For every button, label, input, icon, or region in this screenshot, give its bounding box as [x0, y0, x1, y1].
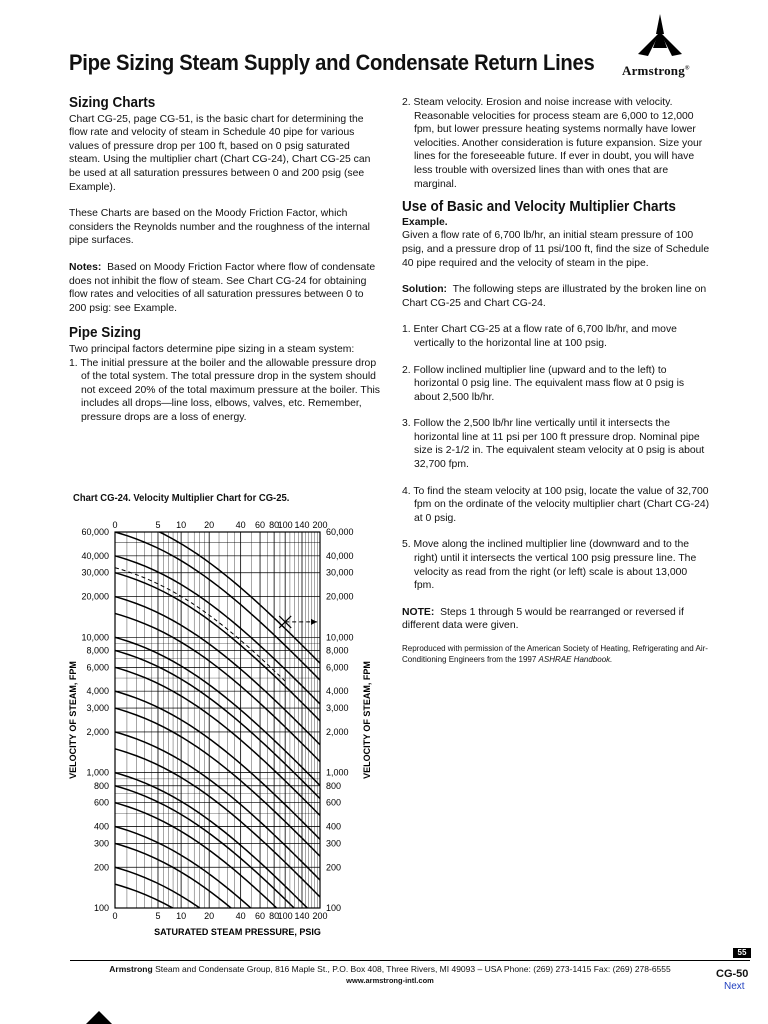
x-tick-label-top: 10 [176, 520, 187, 530]
x-tick-label-bottom: 100 [277, 911, 293, 921]
y-tick-label-left: 30,000 [81, 567, 109, 578]
y-tick-label-left: 4,000 [86, 686, 109, 697]
right-column [402, 96, 710, 665]
x-tick-label-top: 60 [255, 520, 266, 530]
step-5: 5. Move along the inclined multiplier line (downward and to the right) until it intersects the vertical 100 psig pressure line. The velocity as read from the right (or left) scale is about 13,000 fpm. [402, 539, 697, 592]
y-tick-label-right: 6,000 [326, 662, 349, 673]
pipe-sizing-item-1: 1. The initial pressure at the boiler and the allowable pressure drop of the total system. The total pressure drop in the system should not exceed 20% of the total maximum pressure at the boiler. This includes all drops—line loss, elbows, valves, etc. Remember, pressure drops are a loss of energy. [69, 357, 380, 423]
y-tick-label-right: 10,000 [326, 632, 354, 643]
velocity-multiplier-chart [60, 515, 390, 945]
multiplier-line [115, 637, 320, 785]
multiplier-line [115, 749, 320, 897]
sizing-charts-heading: Sizing Charts [69, 94, 156, 111]
x-axis-label: SATURATED STEAM PRESSURE, PSIG [154, 927, 321, 937]
x-tick-label-bottom: 200 [312, 911, 328, 921]
y-tick-label-left: 8,000 [86, 645, 109, 656]
x-tick-label-bottom: 40 [235, 911, 246, 921]
y-tick-label-left: 300 [93, 838, 109, 849]
example-label: Example. [402, 216, 448, 228]
y-tick-label-left: 20,000 [81, 591, 109, 602]
x-tick-label-top: 20 [204, 520, 215, 530]
footer-address: Armstrong Steam and Condensate Group, 816 Maple St., P.O. Box 408, Three Rivers, MI 49093 – USA Phone: (269) 273-1415 Fax: (269) 278-6555 [109, 964, 671, 974]
sizing-paragraph-2: These Charts are based on the Moody Friction Factor, which considers the Reynolds number and the roughness of the internal pipe surfaces. [69, 208, 370, 247]
y-tick-label-left: 40,000 [81, 550, 109, 561]
y-tick-label-right: 40,000 [326, 550, 354, 561]
y-axis-label-left: VELOCITY OF STEAM, FPM [68, 661, 78, 779]
next-link[interactable]: Next [724, 981, 745, 992]
x-tick-label-bottom: 60 [255, 911, 266, 921]
y-tick-label-right: 3,000 [326, 703, 349, 714]
multiplier-line [115, 573, 320, 721]
y-tick-label-right: 300 [326, 838, 342, 849]
step-2: 2. Follow inclined multiplier line (upward and to the left) to horizontal 0 psig line. The equivalent mass flow at 0 psig is about 2,500 lb/hr. [402, 364, 685, 403]
x-tick-label-bottom: 5 [155, 911, 161, 921]
y-tick-label-left: 1,000 [86, 767, 109, 778]
multiplier-line [115, 597, 320, 745]
y-tick-label-left: 400 [93, 821, 109, 832]
x-tick-label-bottom: 140 [294, 911, 310, 921]
pipe-sizing-intro: Two principal factors determine pipe sizing in a steam system: [69, 343, 355, 355]
x-tick-label-bottom: 20 [204, 911, 215, 921]
step-1: 1. Enter Chart CG-25 at a flow rate of 6,700 lb/hr, and move vertically to the horizontal line at 100 psig. [402, 324, 677, 349]
multiplier-line [115, 532, 320, 680]
y-tick-label-right: 4,000 [326, 686, 349, 697]
page-title: Pipe Sizing Steam Supply and Condensate Return Lines [69, 50, 595, 75]
x-tick-label-bottom: 80 [269, 911, 280, 921]
y-tick-label-right: 400 [326, 821, 342, 832]
y-tick-label-left: 200 [93, 862, 109, 873]
y-tick-label-right: 8,000 [326, 645, 349, 656]
multiplier-line [115, 556, 320, 704]
footer-website: www.armstrong-intl.com [346, 976, 434, 985]
x-tick-label-top: 5 [155, 520, 161, 530]
x-tick-label-top: 200 [312, 520, 328, 530]
logo-wordmark: Armstrong® [622, 63, 690, 78]
credit-paragraph: Reproduced with permission of the American Society of Heating, Refrigerating and Air-Conditioning Engineers from the 1997 ASHRAE Handbook. [402, 644, 708, 664]
plot-frame [115, 532, 320, 908]
y-tick-label-right: 200 [326, 862, 342, 873]
multiplier-line [115, 803, 320, 945]
y-tick-label-left: 3,000 [86, 703, 109, 714]
multiplier-line [115, 613, 320, 761]
multiplier-line [115, 773, 320, 921]
y-tick-label-left: 100 [93, 903, 109, 913]
y-tick-label-left: 600 [93, 797, 109, 808]
x-tick-label-top: 140 [294, 520, 310, 530]
y-tick-label-right: 20,000 [326, 591, 354, 602]
solution-paragraph: Solution: The following steps are illustrated by the broken line on Chart CG-25 and Chart CG-24. [402, 284, 707, 309]
y-tick-label-right: 60,000 [326, 527, 354, 537]
y-tick-label-right: 30,000 [326, 567, 354, 578]
x-tick-label-top: 40 [235, 520, 246, 530]
example-paragraph: Given a flow rate of 6,700 lb/hr, an initial steam pressure of 100 psig, and a pressure drop of 11 psi/100 ft, find the size of Schedule 40 pipe required and the velocity of steam in the pipe. [402, 230, 710, 269]
x-tick-label-top: 100 [277, 520, 293, 530]
armstrong-logo [622, 14, 696, 80]
x-tick-label-bottom: 10 [176, 911, 187, 921]
multiplier-charts-heading: Use of Basic and Velocity Multiplier Charts [402, 198, 676, 216]
y-tick-label-right: 600 [326, 797, 342, 808]
chart-title: Chart CG-24. Velocity Multiplier Chart for CG-25. [73, 492, 290, 504]
pipe-sizing-item-2: 2. Steam velocity. Erosion and noise increase with velocity. Reasonable velocities for process steam are 6,000 to 12,000 fpm, but lower pressure heating systems normally have lower velocities. Another consideration is future expansion. Size your lines for the foreseeable future. If ever in doubt, you will have less trouble with oversized lines than with ones that are marginal. [402, 97, 703, 190]
left-column [69, 96, 381, 424]
armstrong-star-icon [636, 14, 684, 64]
example-arrowhead [311, 619, 317, 625]
multiplier-line [115, 515, 320, 663]
y-tick-label-right: 100 [326, 903, 342, 913]
step-4: 4. To find the steam velocity at 100 psig, locate the value of 32,700 fpm on the ordinate of the velocity multiplier chart (Chart CG-24) at 0 psig. [402, 485, 710, 524]
y-tick-label-left: 10,000 [81, 632, 109, 643]
pipe-sizing-heading: Pipe Sizing [69, 324, 142, 342]
y-tick-label-left: 6,000 [86, 662, 109, 673]
footer [70, 963, 710, 987]
notes-paragraph: Notes: Based on Moody Friction Factor where flow of condensate does not inhibit the flow of steam. See Chart CG-24 for obtaining flow rates and velocities of all saturation pressures between 0 to 200 psig: see Example. [69, 261, 376, 314]
y-tick-label-right: 800 [326, 780, 342, 791]
y-tick-label-right: 2,000 [326, 726, 349, 737]
y-tick-label-left: 800 [93, 780, 109, 791]
y-axis-label-right: VELOCITY OF STEAM, FPM [362, 661, 372, 779]
footer-rule [70, 960, 750, 961]
page-code: CG-50 [716, 968, 749, 980]
y-tick-label-left: 2,000 [86, 726, 109, 737]
note-paragraph: NOTE: Steps 1 through 5 would be rearranged or reversed if different data were given. [402, 606, 684, 632]
x-tick-label-top: 0 [112, 520, 118, 530]
plot-area [115, 515, 320, 945]
armstrong-star-icon [84, 1011, 114, 1024]
step-3: 3. Follow the 2,500 lb/hr line vertically until it intersects the horizontal line at 11 psi per 100 ft pressure drop. Nominal pipe size is 2-1/2 in. The equivalent steam velocity at 0 psig is about 32,700 fpm. [402, 418, 705, 471]
y-tick-label-left: 60,000 [81, 527, 109, 537]
x-tick-label-top: 80 [269, 520, 280, 530]
x-tick-label-bottom: 0 [112, 911, 118, 921]
y-tick-label-right: 1,000 [326, 767, 349, 778]
example-path-line [115, 568, 285, 682]
sizing-paragraph-1: Chart CG-25, page CG-51, is the basic chart for determining the flow rate and velocity of steam in Schedule 40 pipe for various values of pressure drop per 100 ft, based on 0 psig saturated steam. Using the multiplier chart (Chart CG-24), Chart CG-25 can be used at all saturation pressures between 0 and 200 psig (see Example). [69, 113, 371, 193]
page-number-badge: 55 [733, 948, 751, 958]
